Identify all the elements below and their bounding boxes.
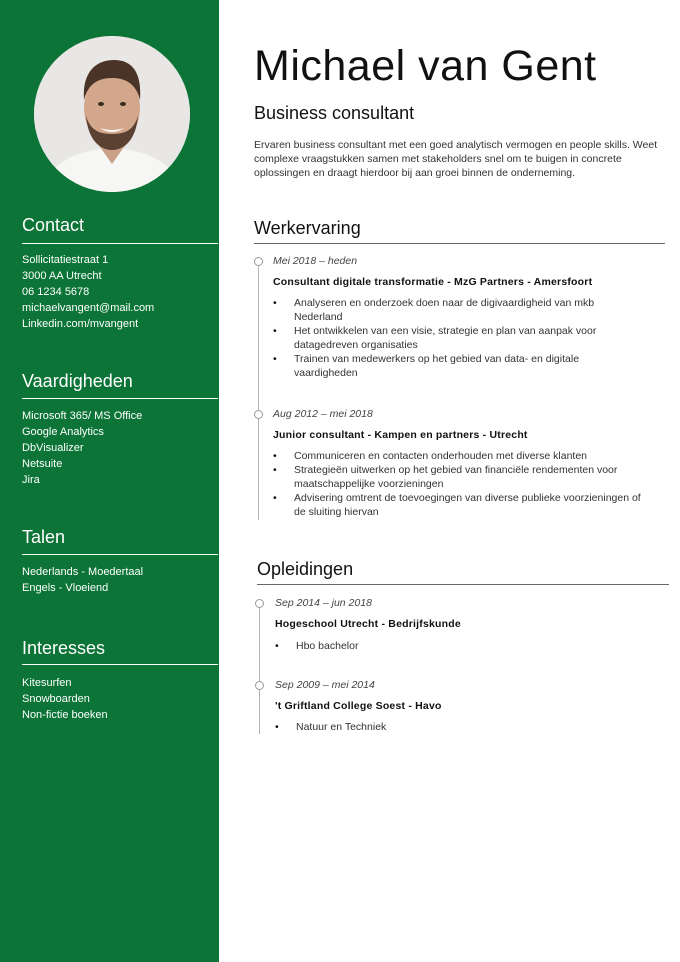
list-item: • Advisering omtrent de toevoegingen van diverse publieke voorzieningen of de sluiting hiervan	[273, 491, 648, 519]
education-date: Sep 2014 – jun 2018	[275, 597, 372, 609]
contact-linkedin[interactable]: Linkedin.com/mvangent	[22, 318, 139, 330]
skill-item: Microsoft 365/ MS Office	[22, 410, 143, 422]
education-date: Sep 2009 – mei 2014	[275, 679, 375, 691]
language-item: Nederlands - Moedertaal	[22, 566, 144, 578]
job-title: Business consultant	[254, 103, 415, 123]
education-school: 't Griftland College Soest - Havo	[275, 700, 442, 712]
education-timeline	[259, 600, 260, 734]
education-bullets	[275, 639, 635, 653]
interests-list	[22, 675, 108, 723]
interest-item: Snowboarden	[22, 693, 90, 705]
education-divider	[257, 584, 669, 585]
interest-item: Kitesurfen	[22, 677, 72, 689]
list-item: • Trainen van medewerkers op het gebied van data- en digitale vaardigheden	[273, 352, 628, 380]
experience-heading: Werkervaring	[254, 218, 361, 238]
experience-role: Junior consultant - Kampen en partners - Utrecht	[273, 429, 528, 441]
education-school: Hogeschool Utrecht - Bedrijfskunde	[275, 618, 461, 630]
experience-bullets	[273, 449, 648, 519]
skill-item: Jira	[22, 474, 40, 486]
list-item: • Hbo bachelor	[275, 639, 635, 653]
skill-item: Google Analytics	[22, 426, 104, 438]
timeline-dot	[255, 599, 264, 608]
skills-heading: Vaardigheden	[22, 371, 133, 391]
contact-divider	[22, 243, 218, 244]
list-item: • Natuur en Techniek	[275, 720, 635, 734]
contact-postcode: 3000 AA Utrecht	[22, 270, 102, 282]
interest-item: Non-fictie boeken	[22, 709, 108, 721]
interests-heading: Interesses	[22, 638, 106, 658]
contact-email[interactable]: michaelvangent@mail.com	[22, 302, 155, 314]
language-item: Engels - Vloeiend	[22, 582, 109, 594]
interests-divider	[22, 664, 218, 665]
sidebar	[0, 0, 219, 962]
experience-date: Mei 2018 – heden	[273, 255, 358, 267]
experience-date: Aug 2012 – mei 2018	[273, 408, 373, 420]
skill-item: Netsuite	[22, 458, 63, 470]
timeline-dot	[254, 257, 263, 266]
education-bullets	[275, 720, 635, 734]
list-item: • Communiceren en contacten onderhouden met diverse klanten	[273, 449, 648, 463]
contact-phone: 06 1234 5678	[22, 286, 90, 298]
timeline-dot	[255, 681, 264, 690]
profile-summary: Ervaren business consultant met een goed analytisch vermogen en people skills. Weet complexe vraagstukken samen met stakeholders snel om te buigen in concrete oplossingen en draagt hierdoor bij aan groei binnen de onderneming.	[254, 139, 658, 179]
languages-list	[22, 564, 143, 596]
contact-list	[22, 252, 154, 332]
candidate-name: Michael van Gent	[254, 42, 597, 90]
skills-divider	[22, 398, 218, 399]
profile-photo	[34, 36, 190, 192]
education-heading: Opleidingen	[257, 559, 354, 579]
timeline-dot	[254, 410, 263, 419]
experience-bullets	[273, 296, 628, 380]
experience-role: Consultant digitale transformatie - MzG Partners - Amersfoort	[273, 276, 593, 288]
languages-divider	[22, 554, 218, 555]
languages-heading: Talen	[22, 527, 66, 547]
contact-heading: Contact	[22, 215, 85, 235]
contact-address: Sollicitatiestraat 1	[22, 254, 109, 266]
list-item: • Analyseren en onderzoek doen naar de digivaardigheid van mkb Nederland	[273, 296, 628, 324]
experience-divider	[254, 243, 665, 244]
experience-timeline	[258, 258, 259, 520]
skills-list	[22, 408, 142, 488]
list-item: • Strategieën uitwerken op het gebied van financiële rendementen voor maatschappelijke voorzieningen	[273, 463, 648, 491]
skill-item: DbVisualizer	[22, 442, 84, 454]
list-item: • Het ontwikkelen van een visie, strategie en plan van aanpak voor datagedreven organisaties	[273, 324, 628, 352]
